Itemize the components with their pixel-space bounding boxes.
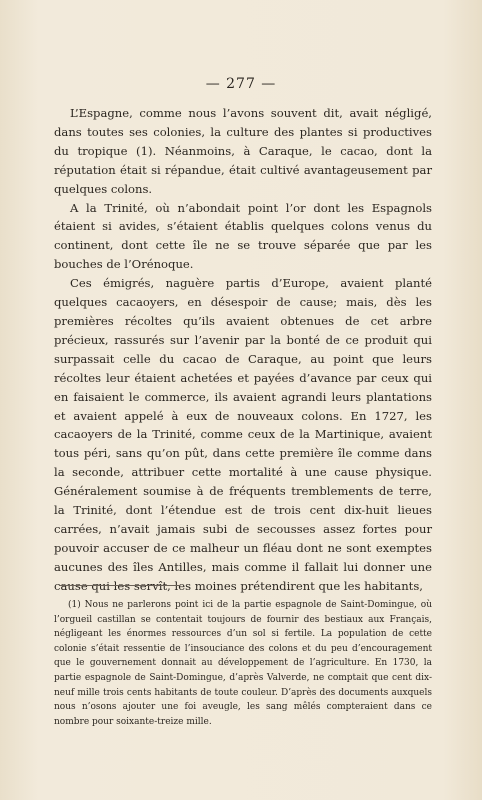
paragraph-2: A la Trinité, où n’abondait point l’or dont les Espagnols étaient si avides, s’étaient établis quelques colons venus du continent, dont cette île ne se trouve séparée que par les bouches de l’Orénoque. bbox=[54, 200, 432, 272]
footnote bbox=[54, 598, 432, 729]
footnote-text: (1) Nous ne parlerons point ici de la partie espagnole de Saint-Domingue, où l’orgueil castillan se contentait toujours de fournir des bestiaux aux Français, négligeant les énormes ressources d’un sol si fertile. La population de cette colonie s’était ressentie de l’insouciance des colons et du peu d’encouragement que le gouvernement donnait au développement de l’agriculture. En 1730, la partie espagnole de Saint-Domingue, d’après Valverde, ne comptait que cent dix-neuf mille trois cents habitants de toute couleur. D’après des documents auxquels nous n’osons ajouter une foi aveugle, les sang mêlés compteraient dans ce nombre pour soixante-treize mille. bbox=[54, 600, 432, 727]
paragraph-3: Ces émigrés, naguère partis d’Europe, avaient planté quelques cacaoyers, en désespoir de cause; mais, dès les premières récoltes qu’ils avaient obtenues de cet arbre précieux, rassurés sur l’avenir par la bonté de ce produit qui surpassait celle du cacao de Caraque, au point que leurs récoltes leur étaient achetées et payées d’avance par ceux qui en faisaient le commerce, ils avaient agrandi leurs plantations et avaient appelé à eux de nouveaux colons. En 1727, les cacaoyers de la Trinité, comme ceux de la Martinique, avaient tous péri, sans qu’on pût, dans cette première île comme dans la seconde, attribuer cette mortalité à une cause physique. Généralement soumise à de fréquents tremblements de terre, la Trinité, dont l’étendue est de trois cent dix-huit lieues carrées, n’avait jamais subi de secousses assez fortes pour pouvoir accuser de ce malheur un fléau dont ne sont exemptes aucunes des îles Antilles, mais comme il fallait lui donner une cause qui les servît, les moines prétendirent que les habitants, bbox=[54, 276, 432, 593]
main-text bbox=[54, 104, 432, 596]
footnote-divider bbox=[60, 585, 180, 586]
paragraph-1: L’Espagne, comme nous l’avons souvent dit, avait négligé, dans toutes ses colonies, la culture des plantes si productives du tropique (1). Néanmoins, à Caraque, le cacao, dont la réputation était si répandue, était cultivé avantageusement par quelques colons. bbox=[54, 106, 432, 196]
page-number: — 277 — bbox=[205, 76, 277, 92]
